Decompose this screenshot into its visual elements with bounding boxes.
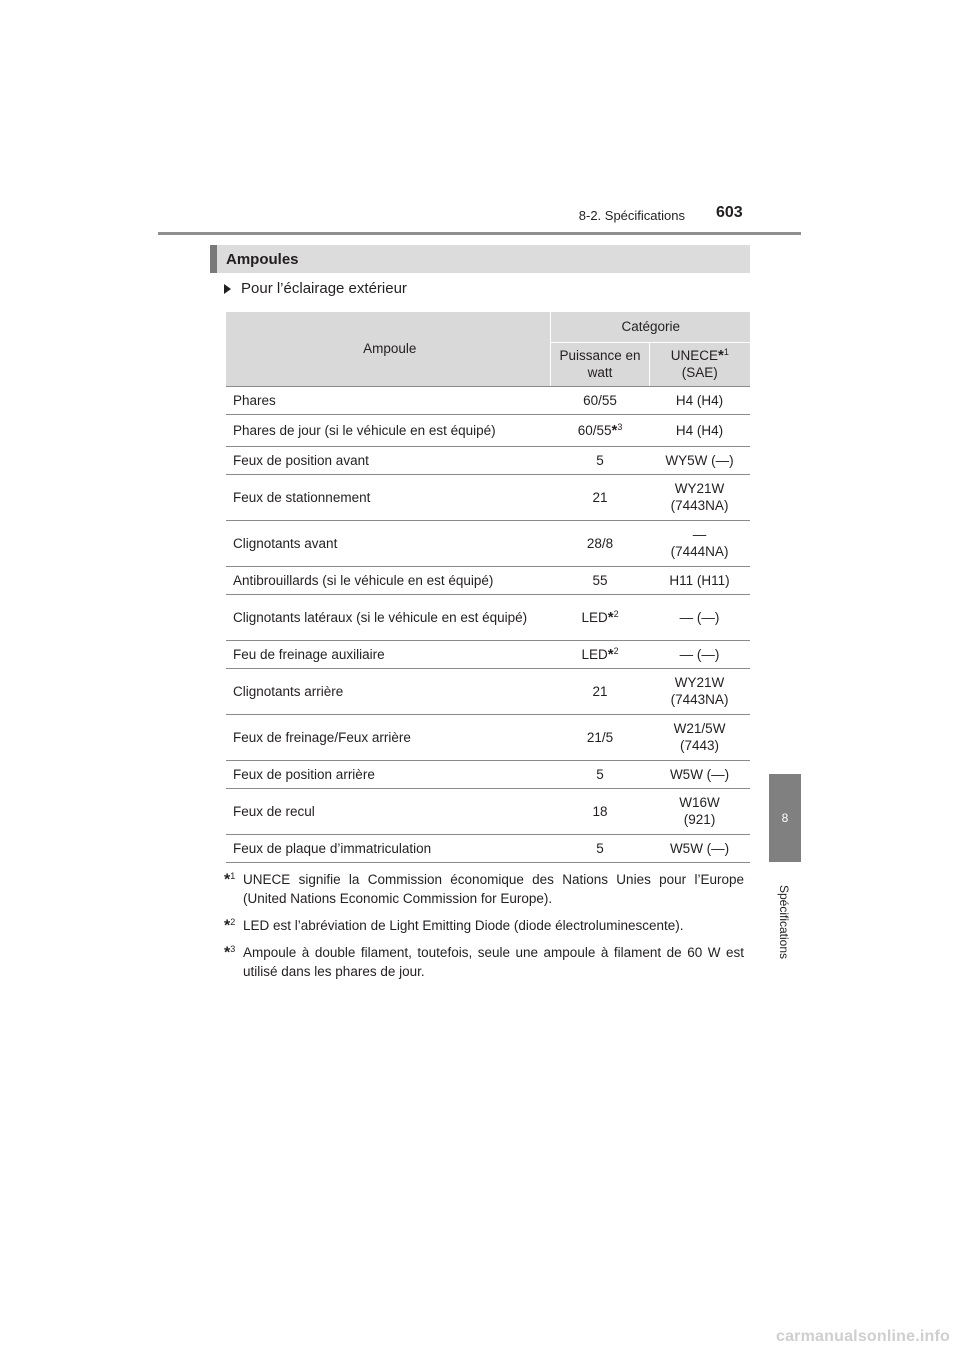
bulb-wattage: 55	[551, 566, 649, 594]
footnote-marker: *$^3$	[224, 944, 236, 962]
col-header-bulb: Ampoule	[226, 312, 551, 386]
bulb-name: Feux de stationnement	[226, 474, 551, 520]
chapter-tab[interactable]	[769, 774, 801, 862]
bulb-name: Antibrouillards (si le véhicule en est équipé)	[226, 566, 551, 594]
footnote-text: LED est l’abréviation de Light Emitting Diode (diode électroluminescente).	[243, 918, 684, 933]
table-row	[226, 520, 750, 566]
bulb-category: — (—)	[649, 640, 750, 668]
table-row	[226, 640, 750, 668]
bulb-name: Feux de freinage/Feux arrière	[226, 714, 551, 760]
bulb-name: Phares	[226, 386, 551, 414]
bulb-wattage: 21/5	[551, 714, 649, 760]
col-header-unece: UNECE*$^1$ (SAE)	[649, 342, 750, 386]
bulb-category: — (7444NA)	[649, 520, 750, 566]
header-section-title: 8-2. Spécifications	[578, 208, 685, 223]
footnote-ref[interactable]: 2	[613, 608, 619, 619]
bulb-wattage: 21	[551, 474, 649, 520]
bulb-category: — (—)	[649, 594, 750, 640]
bulb-category: H4 (H4)	[649, 414, 750, 446]
bulb-category: W16W (921)	[649, 788, 750, 834]
bulb-wattage: 21	[551, 668, 649, 714]
bulb-name: Clignotants arrière	[226, 668, 551, 714]
bulb-name: Clignotants avant	[226, 520, 551, 566]
col-header-category: Catégorie	[551, 312, 750, 342]
footnotes	[224, 870, 744, 989]
subheading-text: Pour l’éclairage extérieur	[241, 280, 407, 297]
table-row	[226, 714, 750, 760]
footnote-ref[interactable]: 2	[613, 645, 619, 656]
footnote-text: Ampoule à double filament, toutefois, seule une ampoule à filament de 60 W est utilisé dans les phares de jour.	[243, 945, 744, 979]
bulb-wattage: 5	[551, 834, 649, 862]
bulb-category: W5W (—)	[649, 760, 750, 788]
bulb-name: Phares de jour (si le véhicule en est équipé)	[226, 414, 551, 446]
table-row	[226, 594, 750, 640]
bulb-name: Feux de position arrière	[226, 760, 551, 788]
bulb-wattage: LED*$^2$	[551, 640, 649, 668]
footnote-text: UNECE signifie la Commission économique des Nations Unies pour l’Europe (United Nations Economic Commission for Europe).	[243, 872, 744, 906]
chapter-number: 8	[781, 811, 789, 825]
footnote	[224, 916, 744, 935]
bulb-wattage: 60/55*$^3$	[551, 414, 649, 446]
bulb-name: Clignotants latéraux (si le véhicule en est équipé)	[226, 594, 551, 640]
table-row	[226, 788, 750, 834]
bulb-category: W5W (—)	[649, 834, 750, 862]
bulb-category: WY21W (7443NA)	[649, 474, 750, 520]
table-row	[226, 386, 750, 414]
footnote-ref[interactable]: 3	[617, 421, 623, 432]
bulb-wattage: 60/55	[551, 386, 649, 414]
footnote-marker: *$^1$	[224, 871, 236, 889]
footnote	[224, 943, 744, 981]
bulb-category: H4 (H4)	[649, 386, 750, 414]
footnote-marker: *$^2$	[224, 917, 236, 935]
arrow-right-icon	[224, 284, 231, 294]
bulb-wattage: 28/8	[551, 520, 649, 566]
bulb-name: Feux de position avant	[226, 446, 551, 474]
table-row	[226, 414, 750, 446]
bulb-table	[226, 312, 750, 863]
chapter-label	[767, 874, 801, 970]
section-title: Ampoules	[226, 250, 299, 268]
bulb-name: Feux de plaque d’immatriculation	[226, 834, 551, 862]
section-title-bar	[210, 245, 750, 273]
table-row	[226, 446, 750, 474]
footnote	[224, 870, 744, 908]
table-row	[226, 760, 750, 788]
chapter-label-text: Spécifications	[777, 884, 792, 960]
bulb-name: Feu de freinage auxiliaire	[226, 640, 551, 668]
bulb-wattage: 5	[551, 760, 649, 788]
bulb-name: Feux de recul	[226, 788, 551, 834]
subheading	[224, 280, 407, 297]
table-row	[226, 474, 750, 520]
bulb-category: WY21W (7443NA)	[649, 668, 750, 714]
bulb-table-body	[226, 386, 750, 862]
bulb-category: WY5W (—)	[649, 446, 750, 474]
page-number: 603	[716, 204, 743, 221]
bulb-category: W21/5W (7443)	[649, 714, 750, 760]
table-row	[226, 834, 750, 862]
bulb-wattage: 5	[551, 446, 649, 474]
bulb-wattage: LED*$^2$	[551, 594, 649, 640]
table-row	[226, 668, 750, 714]
bulb-wattage: 18	[551, 788, 649, 834]
bulb-category: H11 (H11)	[649, 566, 750, 594]
header-rule	[158, 232, 801, 235]
table-row	[226, 566, 750, 594]
col-header-wattage: Puissance en watt	[551, 342, 649, 386]
watermark: carmanualsonline.info	[775, 1328, 950, 1345]
